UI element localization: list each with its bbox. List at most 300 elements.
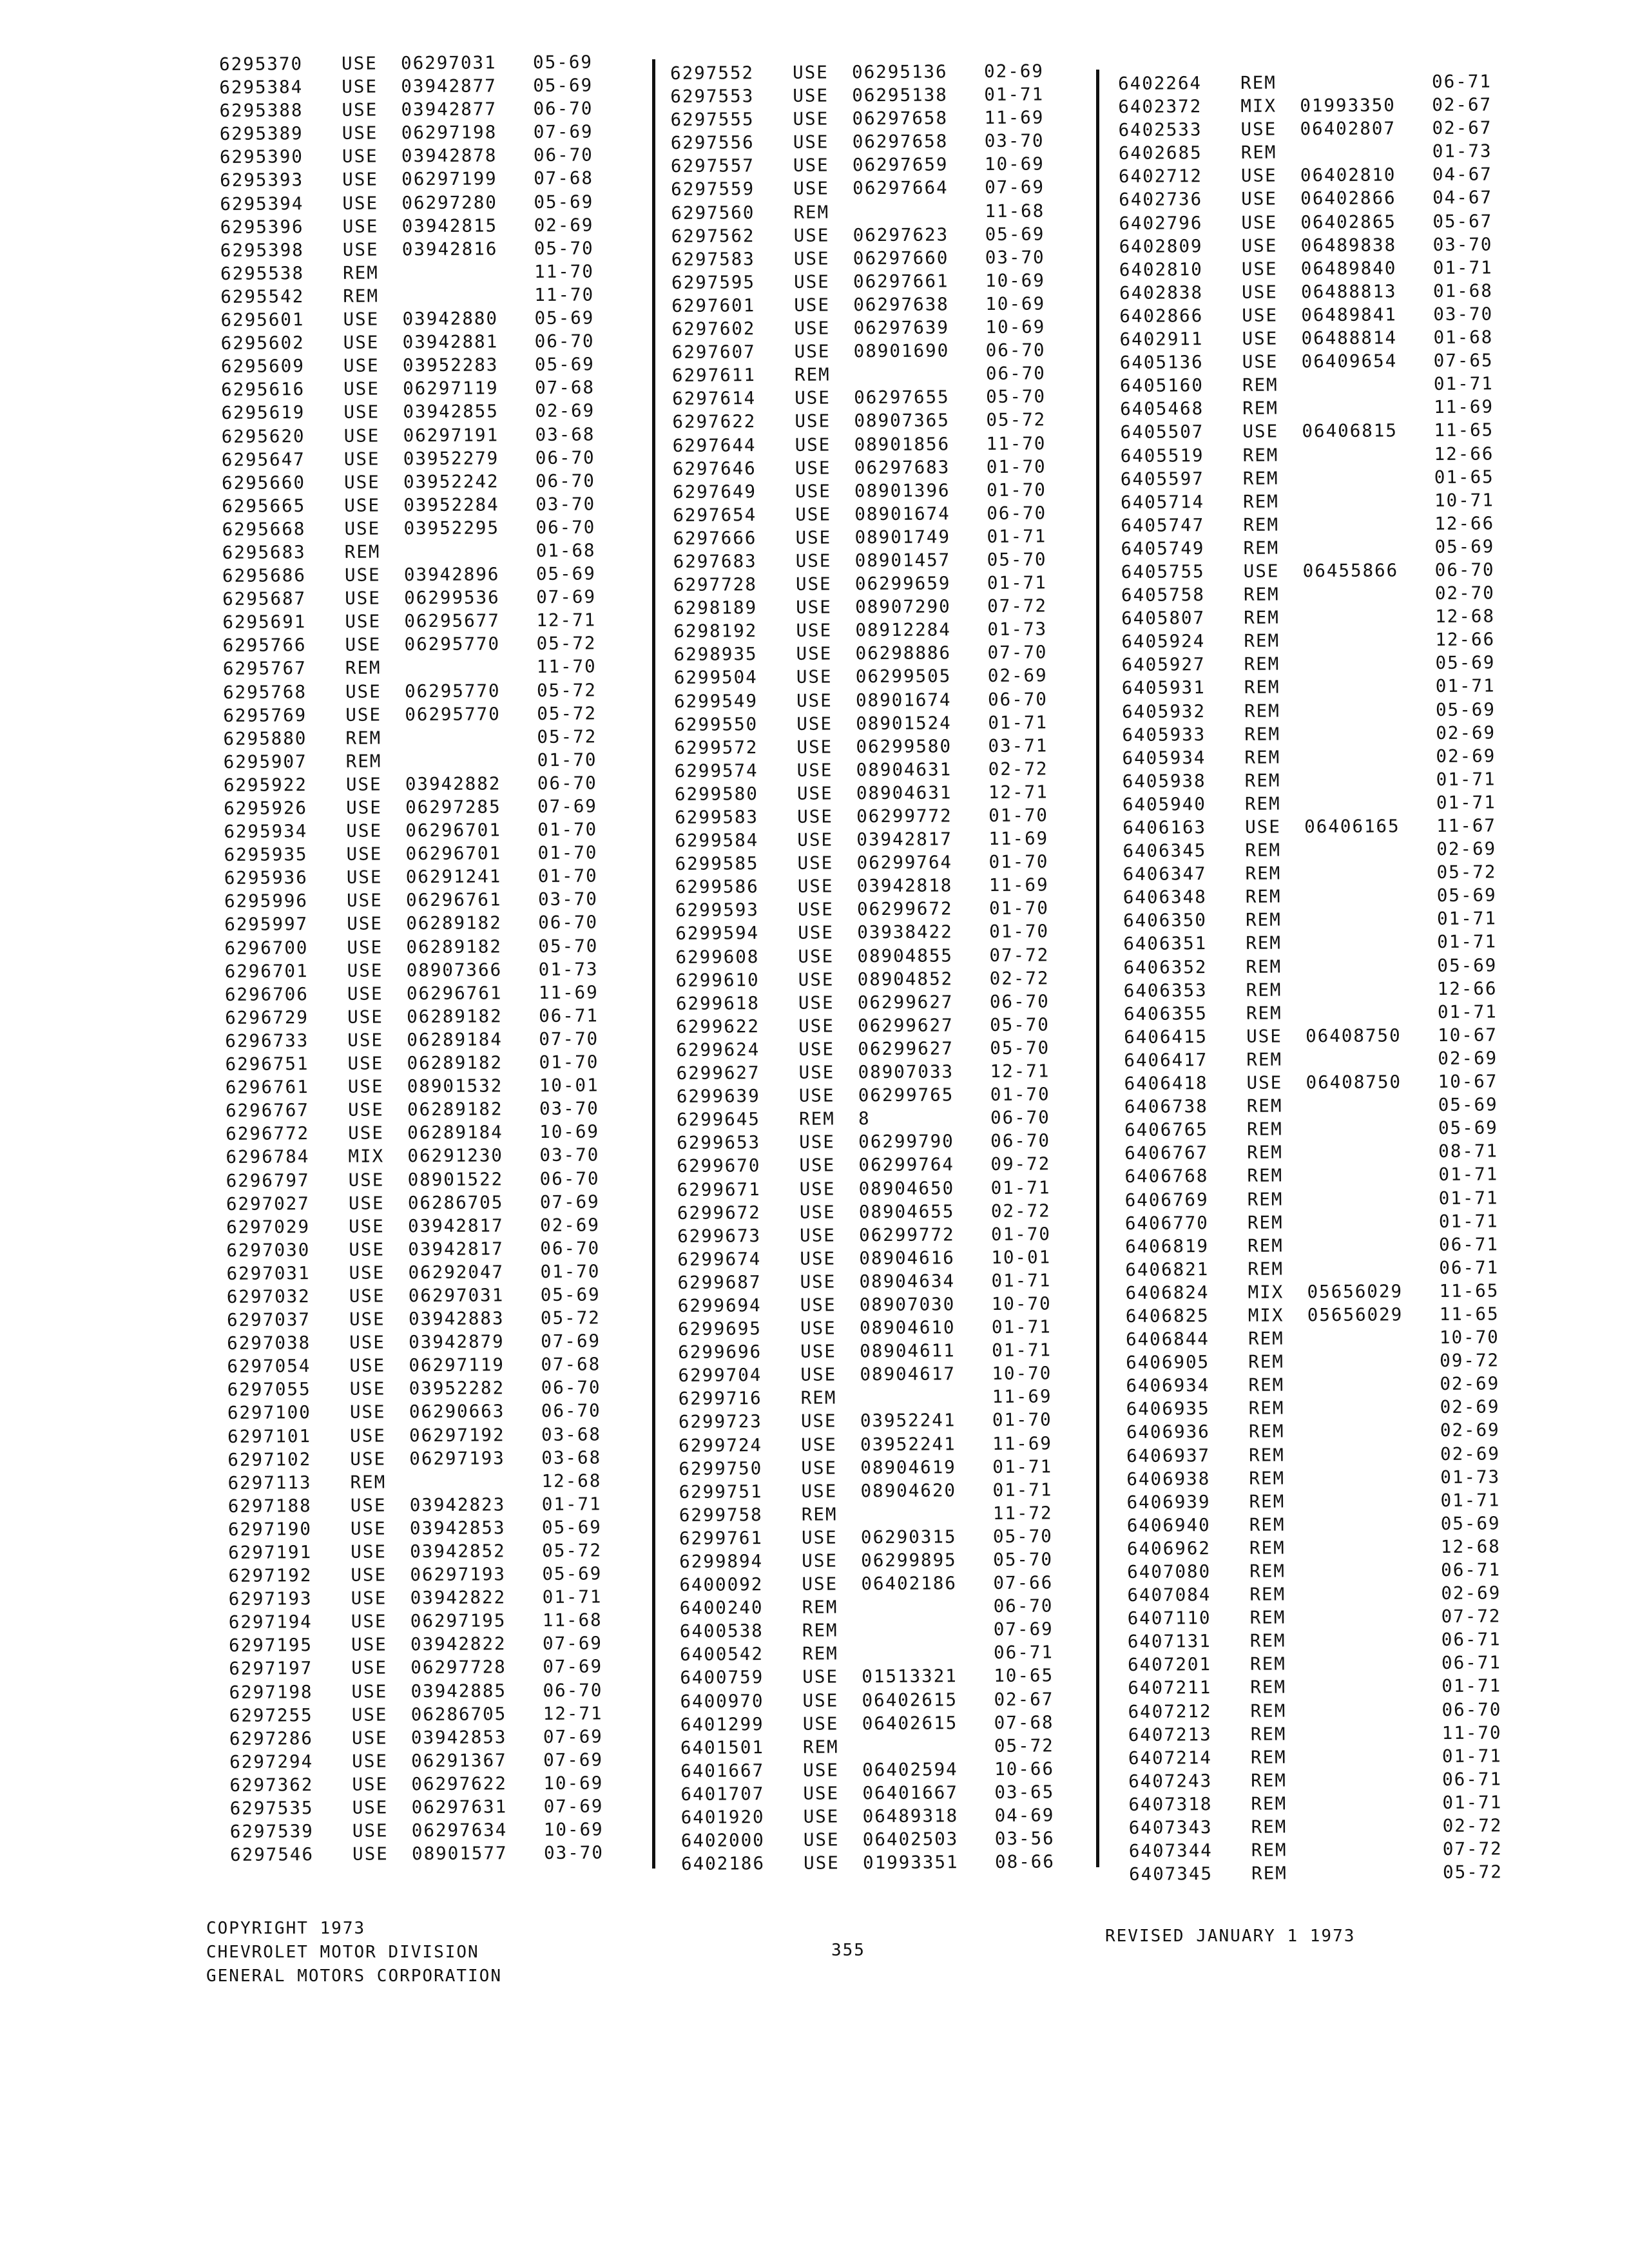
part-row (227, 1283, 612, 1309)
part-number: 6407343 (1128, 1817, 1213, 1838)
action-code: USE (342, 239, 379, 260)
action-code: USE (348, 1122, 385, 1144)
replacement-part: 03942822 (410, 1633, 506, 1655)
part-number: 6407214 (1128, 1747, 1212, 1769)
part-number: 6295880 (223, 727, 307, 749)
part-row (674, 687, 1059, 713)
part-row (229, 1702, 614, 1727)
replacement-part: 06297660 (853, 247, 949, 269)
replacement-part (1311, 1814, 1443, 1815)
effective-date: 10-67 (1438, 1071, 1498, 1093)
replacement-part: 06297622 (411, 1773, 507, 1795)
replacement-part: 06299764 (858, 1154, 955, 1176)
action-code: USE (347, 1099, 384, 1121)
part-number: 6297188 (227, 1495, 312, 1517)
replacement-part: 06299505 (855, 666, 952, 687)
part-row (1126, 1325, 1510, 1351)
part-row (1121, 512, 1505, 537)
part-number: 6406937 (1126, 1445, 1211, 1466)
action-code: USE (799, 1155, 836, 1177)
replacement-part: 06297634 (411, 1820, 508, 1841)
replacement-part: 06291230 (407, 1145, 504, 1167)
action-code: USE (798, 1039, 835, 1060)
action-code: REM (1243, 537, 1280, 559)
effective-date: 11-69 (538, 982, 599, 1003)
effective-date: 05-72 (536, 633, 597, 655)
part-number: 6295616 (221, 379, 305, 401)
part-row (680, 1780, 1065, 1806)
effective-date: 06-70 (985, 363, 1046, 385)
effective-date: 05-70 (534, 238, 594, 259)
part-row (675, 943, 1060, 969)
part-row (230, 1841, 615, 1867)
part-number: 6402533 (1118, 119, 1202, 141)
action-code: REM (794, 364, 831, 386)
effective-date: 12-71 (990, 1061, 1050, 1082)
part-number: 6299645 (676, 1109, 761, 1131)
part-row (1122, 675, 1507, 700)
part-row (1127, 1535, 1512, 1561)
action-code: USE (795, 527, 832, 548)
replacement-part (1302, 535, 1434, 536)
effective-date: 07-69 (543, 1749, 604, 1771)
replacement-part: 06296761 (406, 983, 503, 1004)
part-number: 6297362 (229, 1774, 314, 1796)
part-row (675, 897, 1060, 923)
effective-date: 12-68 (541, 1470, 602, 1492)
part-number: 6295683 (222, 542, 306, 563)
replacement-part: 06299772 (859, 1224, 955, 1245)
effective-date: 05-70 (992, 1526, 1053, 1547)
replacement-part (1303, 605, 1435, 606)
part-number: 6406738 (1124, 1096, 1208, 1118)
part-number: 6295609 (220, 356, 305, 378)
action-code: USE (342, 193, 379, 214)
effective-date: 03-68 (541, 1447, 602, 1468)
effective-date: 04-67 (1432, 164, 1492, 186)
replacement-part: 06297655 (854, 387, 950, 408)
part-number: 6297611 (671, 365, 756, 387)
replacement-part: 08904617 (860, 1363, 956, 1385)
action-code: USE (1241, 212, 1278, 233)
part-number: 6405924 (1121, 631, 1206, 653)
action-code: USE (1240, 165, 1277, 187)
part-row (679, 1455, 1063, 1481)
action-code: USE (1242, 351, 1278, 372)
part-number: 6407345 (1128, 1863, 1213, 1885)
part-row (1126, 1488, 1511, 1514)
part-row (681, 1803, 1066, 1829)
effective-date: 05-70 (990, 1014, 1050, 1035)
effective-date: 05-69 (533, 52, 593, 73)
part-number: 6297559 (671, 178, 755, 200)
action-code: REM (1249, 1607, 1286, 1628)
action-code: USE (352, 1843, 389, 1865)
part-row (227, 1329, 612, 1355)
replacement-part: 08907030 (859, 1294, 956, 1316)
replacement-part (862, 1641, 994, 1642)
action-code: USE (347, 913, 383, 935)
effective-date: 01-73 (538, 959, 599, 980)
replacement-part (1307, 1326, 1440, 1327)
part-row (1121, 628, 1506, 654)
effective-date: 02-72 (990, 1200, 1051, 1222)
part-row (227, 1376, 612, 1402)
effective-date: 02-72 (989, 968, 1050, 989)
replacement-part: 08901674 (854, 503, 950, 525)
part-row (227, 1469, 612, 1495)
part-row (680, 1664, 1065, 1690)
part-number: 6299627 (676, 1062, 760, 1084)
action-code: REM (798, 1108, 835, 1130)
replacement-part: 06295138 (852, 84, 948, 106)
part-row (226, 1120, 610, 1146)
effective-date: 01-73 (1440, 1466, 1501, 1488)
replacement-part: 03952283 (402, 354, 499, 376)
part-number: 6299704 (678, 1365, 762, 1387)
part-number: 6297101 (227, 1425, 312, 1447)
action-code: USE (796, 783, 833, 804)
replacement-part: 03942896 (403, 564, 500, 586)
effective-date: 09-72 (990, 1153, 1051, 1175)
effective-date: 01-70 (986, 479, 1046, 501)
part-row (677, 1222, 1062, 1248)
effective-date: 10-69 (543, 1819, 604, 1841)
part-row (1128, 1651, 1512, 1677)
part-number: 6406939 (1126, 1491, 1211, 1513)
action-code: REM (1246, 1003, 1282, 1024)
action-code: REM (1249, 1630, 1286, 1652)
part-row (677, 1129, 1061, 1155)
effective-date: 02-69 (1436, 838, 1497, 860)
action-code: USE (1242, 328, 1278, 349)
part-row (220, 306, 605, 332)
action-code: USE (1240, 119, 1277, 140)
part-row (1122, 721, 1507, 747)
action-code: USE (803, 1760, 839, 1781)
part-number: 6297054 (227, 1356, 311, 1378)
effective-date: 05-69 (1435, 652, 1496, 674)
part-number: 6295768 (222, 681, 307, 703)
action-code: REM (350, 1472, 387, 1493)
replacement-part: 06297193 (410, 1564, 506, 1586)
effective-date: 05-70 (538, 935, 599, 957)
action-code: USE (796, 597, 832, 618)
replacement-part: 03952282 (409, 1378, 505, 1399)
replacement-part (1302, 372, 1434, 373)
effective-date: 01-71 (1437, 1001, 1498, 1023)
replacement-part: 06297639 (853, 317, 950, 339)
action-code: REM (1247, 1212, 1284, 1233)
part-row (223, 725, 608, 751)
part-number: 6297100 (227, 1402, 311, 1424)
part-row (679, 1478, 1063, 1504)
part-row (228, 1515, 613, 1541)
action-code: MIX (1240, 95, 1277, 117)
effective-date: 12-66 (1435, 629, 1496, 651)
replacement-part: 08901674 (855, 689, 952, 711)
action-code: USE (797, 899, 834, 921)
part-number: 6297552 (670, 62, 755, 84)
part-row (672, 362, 1057, 388)
part-number: 6297644 (672, 434, 757, 456)
action-code: REM (801, 1504, 838, 1525)
action-code: REM (1248, 1421, 1285, 1443)
effective-date: 11-65 (1439, 1303, 1499, 1325)
action-code: REM (802, 1620, 838, 1642)
effective-date: 01-71 (1436, 908, 1497, 930)
replacement-part: 03952284 (403, 494, 499, 516)
part-number: 6401920 (680, 1807, 765, 1828)
replacement-part (1304, 791, 1436, 792)
column-divider-1 (652, 59, 655, 1869)
part-row (677, 1082, 1061, 1108)
part-number: 6299593 (675, 899, 760, 921)
effective-date: 08-71 (1438, 1140, 1499, 1162)
effective-date: 02-69 (984, 61, 1044, 82)
action-code: REM (1242, 491, 1279, 512)
replacement-part: 03942883 (408, 1308, 505, 1330)
effective-date: 03-70 (539, 1098, 599, 1120)
part-row (676, 966, 1061, 992)
effective-date: 01-71 (984, 84, 1045, 106)
part-row (1121, 604, 1506, 630)
part-number: 6295394 (220, 193, 304, 215)
replacement-part: 03942877 (401, 75, 497, 97)
action-code: USE (795, 457, 831, 479)
part-number: 6297583 (671, 248, 755, 270)
part-number: 6299674 (677, 1248, 762, 1270)
part-number: 6295922 (223, 774, 307, 796)
action-code: USE (793, 225, 830, 246)
effective-date: 06-70 (541, 1377, 601, 1399)
action-code: USE (351, 1681, 388, 1702)
action-code: REM (1248, 1351, 1285, 1372)
effective-date: 05-70 (990, 1037, 1050, 1059)
action-code: REM (1245, 863, 1282, 885)
part-number: 6405468 (1120, 398, 1204, 420)
effective-date: 11-68 (542, 1610, 602, 1631)
effective-date: 01-71 (991, 1270, 1052, 1291)
replacement-part (860, 1385, 992, 1386)
action-code: USE (794, 341, 831, 362)
part-number: 6297113 (227, 1472, 312, 1494)
part-number: 6299585 (675, 853, 759, 875)
action-code: REM (1243, 514, 1280, 535)
part-row (1126, 1349, 1510, 1374)
effective-date: 11-70 (534, 284, 595, 305)
action-code: REM (1245, 909, 1282, 931)
part-row (673, 594, 1058, 620)
effective-date: 02-69 (1440, 1396, 1500, 1418)
part-number: 6299672 (677, 1202, 761, 1224)
part-row (1129, 1814, 1514, 1840)
part-row (1119, 302, 1504, 328)
replacement-part: 06299627 (858, 1038, 954, 1060)
part-row (678, 1338, 1063, 1364)
effective-date: 05-69 (1434, 536, 1495, 557)
action-code: USE (1246, 1072, 1283, 1093)
part-number: 6297646 (672, 457, 757, 479)
replacement-part: 03942817 (856, 829, 952, 850)
part-number: 6296784 (226, 1146, 310, 1168)
part-row (674, 641, 1059, 667)
action-code: REM (1246, 1049, 1283, 1070)
part-row (1123, 954, 1508, 979)
action-code: USE (1242, 305, 1278, 326)
effective-date: 11-69 (1434, 396, 1494, 418)
replacement-part: 08904631 (856, 759, 952, 781)
action-code: USE (799, 1131, 836, 1153)
replacement-part (1300, 70, 1432, 71)
effective-date: 05-69 (1435, 698, 1496, 720)
effective-date: 11-72 (992, 1503, 1053, 1524)
part-row (680, 1594, 1065, 1620)
effective-date: 06-71 (1441, 1559, 1501, 1581)
replacement-part: 03952295 (403, 517, 500, 539)
effective-date: 07-68 (534, 168, 594, 189)
part-number: 6400542 (680, 1644, 764, 1666)
replacement-part: 05656029 (1307, 1281, 1403, 1303)
effective-date: 01-71 (987, 526, 1047, 547)
part-number: 6297038 (227, 1332, 311, 1354)
action-code: USE (349, 1401, 386, 1423)
replacement-part: 03952279 (403, 447, 499, 469)
part-number: 6297683 (673, 551, 757, 572)
action-code: USE (796, 736, 833, 758)
effective-date: 07-65 (1433, 350, 1494, 372)
part-row (229, 1632, 613, 1658)
replacement-part: 06298886 (855, 642, 952, 664)
part-row (1119, 209, 1503, 235)
part-number: 6296797 (226, 1169, 310, 1191)
part-row (1129, 1837, 1514, 1863)
part-row (1120, 372, 1505, 398)
part-number: 6295390 (219, 146, 304, 168)
part-number: 6407080 (1127, 1561, 1211, 1582)
effective-date: 05-70 (993, 1549, 1054, 1570)
action-code: USE (351, 1727, 388, 1749)
part-row (220, 120, 604, 146)
replacement-part (1306, 1093, 1438, 1094)
action-code: USE (351, 1541, 387, 1562)
part-number: 6406352 (1123, 956, 1208, 978)
part-row (671, 269, 1056, 294)
action-code: USE (351, 1657, 388, 1679)
replacement-part (1306, 1047, 1438, 1048)
action-code: USE (347, 1053, 384, 1074)
part-row (225, 957, 610, 983)
effective-date: 05-69 (985, 224, 1045, 245)
part-number: 6295538 (220, 263, 305, 284)
part-row (220, 260, 605, 285)
part-row (224, 888, 609, 914)
action-code: USE (800, 1410, 837, 1432)
part-number: 6402866 (1119, 305, 1204, 327)
replacement-part: 06299764 (856, 852, 953, 874)
parts-column-2 (670, 59, 1066, 1876)
replacement-part: 03942881 (402, 331, 499, 353)
action-code: USE (349, 1262, 385, 1283)
part-number: 6297102 (227, 1448, 312, 1470)
part-row (675, 874, 1060, 899)
part-row (222, 585, 607, 611)
action-code: REM (1251, 1793, 1287, 1814)
action-code: REM (1246, 1095, 1283, 1117)
action-code: USE (802, 1690, 839, 1711)
part-number: 6402186 (680, 1853, 766, 1875)
part-number: 6299608 (675, 946, 760, 968)
effective-date: 11-70 (536, 656, 597, 678)
part-row (673, 432, 1057, 457)
replacement-part: 08901532 (407, 1075, 503, 1097)
action-code: REM (1250, 1724, 1287, 1745)
part-number: 6407318 (1128, 1794, 1213, 1815)
part-number: 6406355 (1123, 1003, 1208, 1024)
part-number: 6406353 (1123, 979, 1208, 1001)
replacement-part: 08904650 (858, 1177, 955, 1199)
effective-date: 01-71 (990, 1177, 1051, 1198)
effective-date: 01-70 (540, 1261, 601, 1282)
replacement-part (862, 1618, 994, 1619)
effective-date: 02-69 (535, 400, 595, 422)
effective-date: 06-70 (1434, 559, 1495, 581)
part-number: 6296772 (226, 1123, 310, 1145)
effective-date: 10-66 (994, 1758, 1055, 1780)
part-number: 6295766 (222, 635, 307, 657)
effective-date: 03-70 (1432, 234, 1493, 255)
action-code: REM (345, 657, 381, 679)
replacement-part: 06289182 (407, 1006, 503, 1028)
effective-date: 05-69 (534, 307, 595, 329)
part-row (222, 609, 607, 635)
part-number: 6297190 (227, 1519, 313, 1540)
effective-date: 02-72 (1442, 1815, 1503, 1837)
replacement-part: 06402615 (862, 1689, 958, 1711)
part-row (677, 1199, 1062, 1225)
part-row (680, 1757, 1065, 1783)
action-code: REM (1247, 1165, 1284, 1187)
part-number: 6295997 (224, 914, 309, 936)
effective-date: 01-71 (1440, 1490, 1501, 1511)
part-number: 6297055 (227, 1379, 311, 1401)
part-row (680, 1734, 1065, 1760)
part-row (677, 1245, 1062, 1271)
effective-date: 01-71 (1437, 931, 1498, 953)
action-code: REM (1249, 1444, 1285, 1466)
part-row (229, 1748, 614, 1774)
effective-date: 01-71 (1438, 1211, 1499, 1232)
action-code: REM (343, 285, 380, 307)
part-number: 6406348 (1123, 887, 1207, 908)
action-code: USE (793, 271, 830, 293)
part-row (671, 315, 1056, 341)
revision-date: REVISED JANUARY 1 1973 (1105, 1927, 1356, 1946)
part-row (223, 678, 608, 704)
part-row (676, 990, 1061, 1015)
effective-date: 01-71 (992, 1479, 1053, 1501)
part-number: 6297654 (673, 504, 757, 526)
parts-column-3 (1118, 70, 1514, 1886)
action-code: USE (800, 1341, 837, 1362)
effective-date: 01-70 (537, 865, 598, 887)
part-number: 6298192 (673, 620, 758, 642)
replacement-part: 08904611 (860, 1340, 956, 1362)
part-number: 6297602 (671, 318, 756, 340)
part-row (674, 664, 1059, 690)
replacement-part: 06295677 (404, 610, 500, 632)
replacement-part: 08904655 (858, 1200, 955, 1222)
